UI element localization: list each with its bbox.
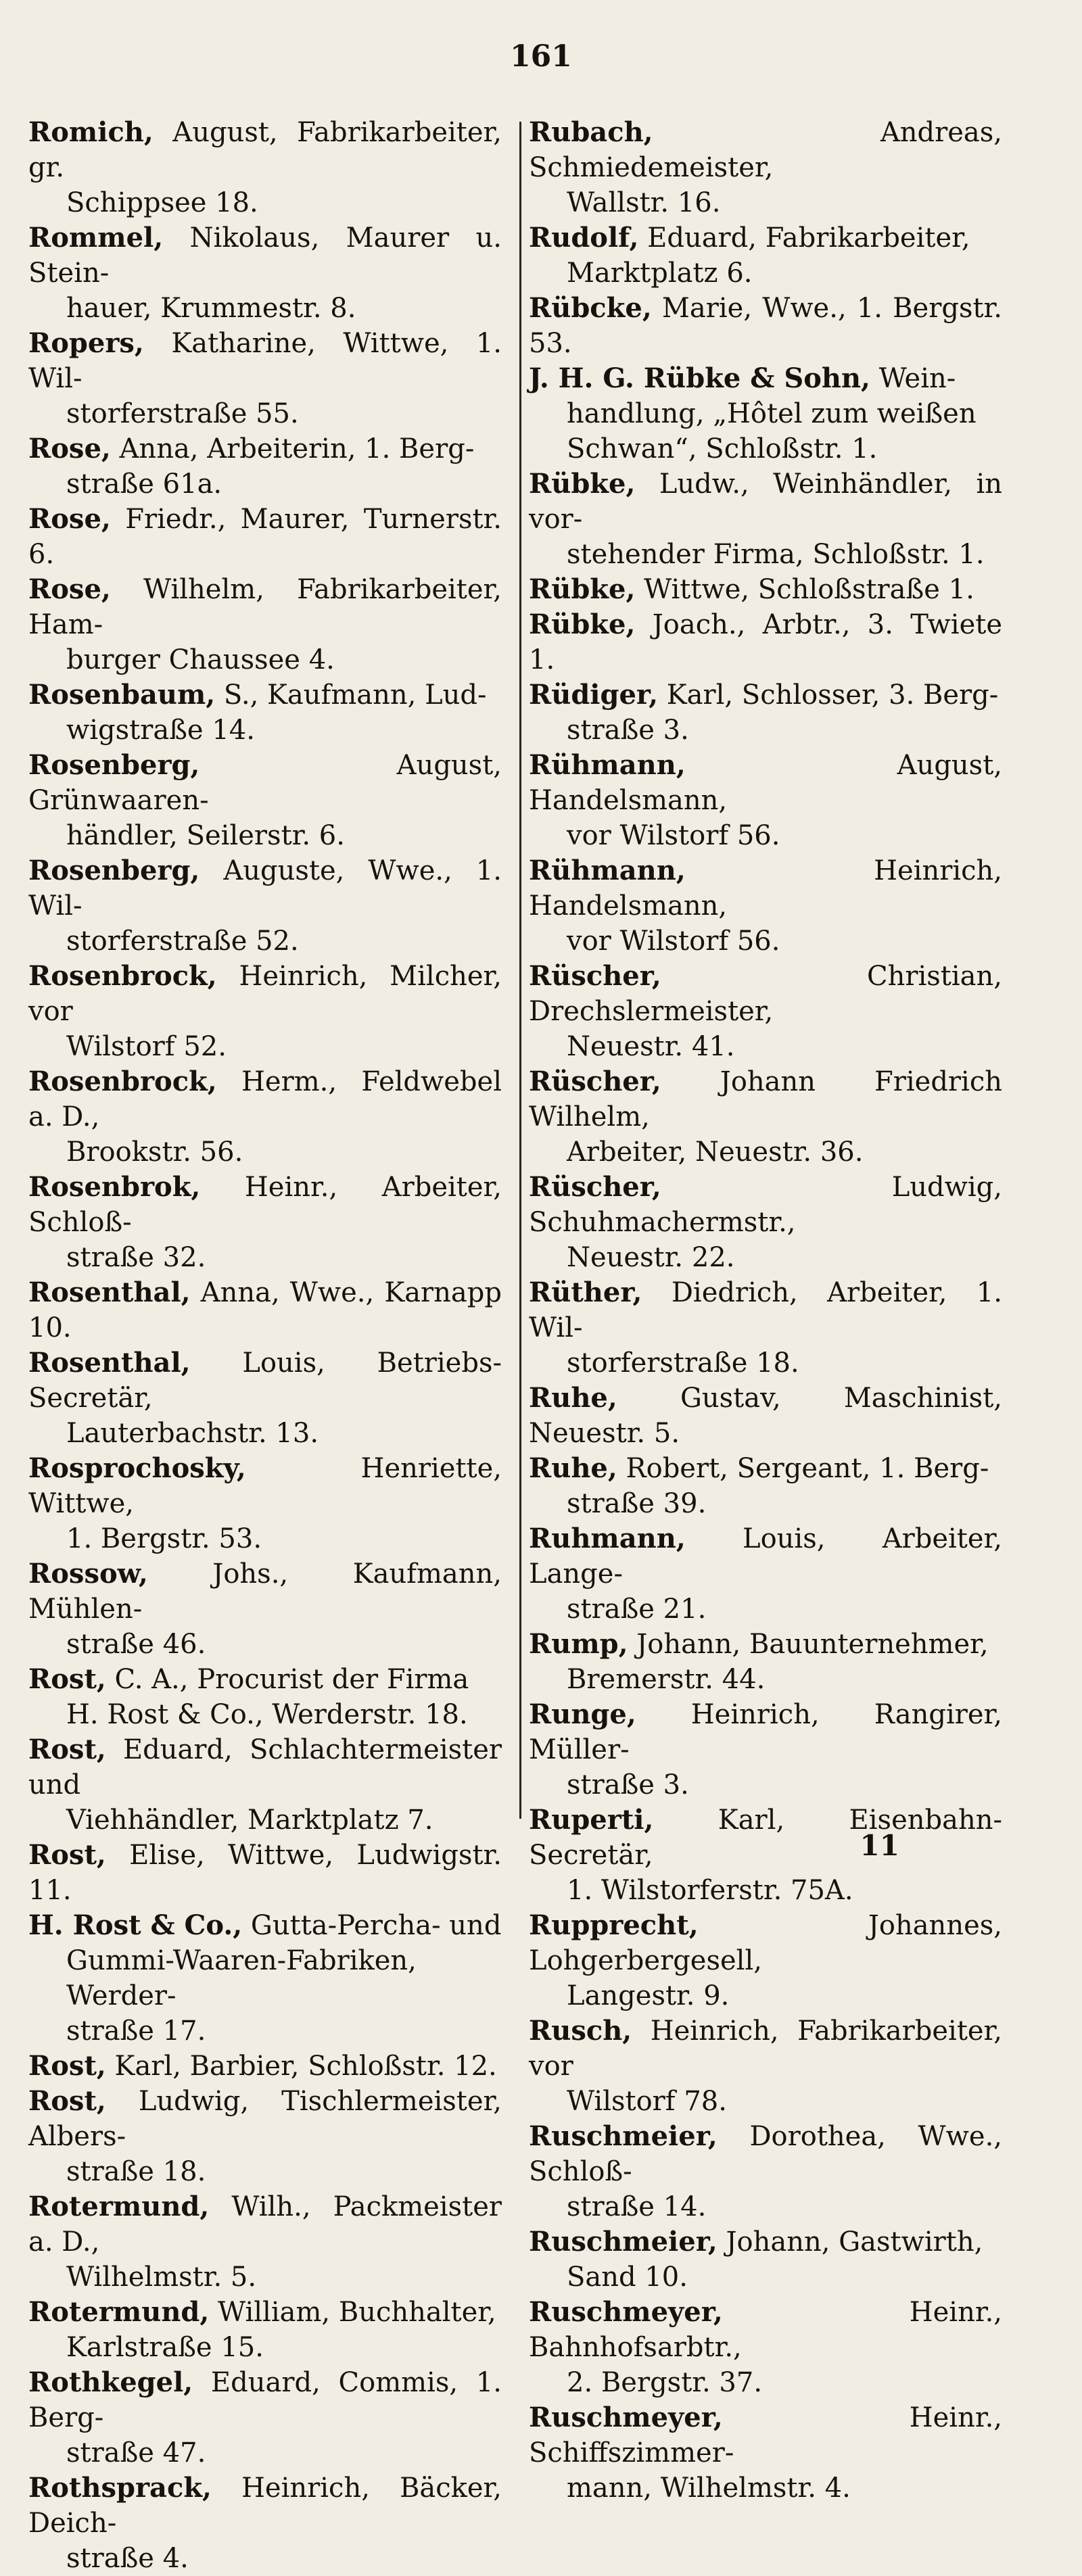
- entry-name: Rüscher,: [529, 960, 661, 992]
- entry-details: Karl, Eisenbahn-Secretär,: [529, 1805, 1002, 1871]
- entry-name: Rothkegel,: [28, 2366, 193, 2398]
- directory-entry: [529, 2400, 1002, 2506]
- entry-details: Ludw., Weinhändler, in vor-: [529, 469, 1002, 535]
- directory-entry: [28, 748, 502, 853]
- directory-entry: [529, 1381, 1002, 1451]
- entry-name: Rotermund,: [28, 2191, 210, 2222]
- entry-name: Rothsprack,: [28, 2472, 212, 2504]
- entry-continuation: straße 46.: [66, 1629, 206, 1660]
- entry-name: Rost,: [28, 1663, 106, 1695]
- directory-entry: [529, 467, 1002, 572]
- directory-entry: [529, 1275, 1002, 1381]
- entry-details: Johs., Kaufmann, Mühlen-: [28, 1558, 502, 1625]
- entry-name: Ruschmeier,: [529, 2120, 718, 2152]
- entry-details: Dorothea, Wwe., Schloß-: [529, 2121, 1002, 2187]
- entry-details: Johann, Bauunternehmer,: [628, 1629, 989, 1660]
- entry-name: Rusch,: [529, 2015, 632, 2047]
- entry-name: Rühmann,: [529, 855, 686, 886]
- entry-continuation: Wilhelmstr. 5.: [66, 2262, 257, 2293]
- directory-entry: [28, 677, 502, 748]
- entry-name: Runge,: [529, 1698, 636, 1730]
- directory-entry: [28, 1451, 502, 1556]
- entry-name: Rosenberg,: [28, 855, 200, 886]
- directory-entry: [529, 748, 1002, 853]
- directory-entry: [28, 2365, 502, 2471]
- entry-continuation: handlung, „Hôtel zum weißen: [567, 398, 977, 429]
- entry-details: Ludwig, Tischlermeister, Albers-: [28, 2086, 502, 2152]
- directory-entry: [28, 326, 502, 431]
- entry-name: Rübcke,: [529, 292, 652, 324]
- directory-entry: [28, 115, 502, 220]
- column-divider: [519, 122, 521, 1819]
- entry-continuation: Brookstr. 56.: [66, 1137, 243, 1168]
- entry-continuation: Wilstorf 52.: [66, 1031, 227, 1062]
- entry-continuation: straße 18.: [66, 2156, 206, 2187]
- directory-entry: [529, 677, 1002, 748]
- directory-entry: [28, 2295, 502, 2365]
- directory-entry: [529, 220, 1002, 291]
- entry-name: Rosenbrock,: [28, 1066, 217, 1097]
- entry-name: Rüther,: [529, 1277, 642, 1308]
- entry-details: Heinr., Arbeiter, Schloß-: [28, 1172, 502, 1238]
- entry-continuation: Neuestr. 22.: [567, 1242, 735, 1273]
- entry-continuation: Neuestr. 41.: [567, 1031, 735, 1062]
- entry-details: Joach., Arbtr., 3. Twiete 1.: [529, 609, 1002, 675]
- entry-name: Rost,: [28, 1734, 106, 1765]
- entry-continuation: Schippsee 18.: [66, 187, 258, 218]
- entry-details: Gutta-Percha- und: [242, 1910, 502, 1941]
- entry-name: Rübke,: [529, 573, 636, 605]
- entry-details: Eduard, Schlachtermeister und: [28, 1734, 502, 1800]
- entry-continuation: storferstraße 52.: [66, 926, 299, 957]
- entry-details: Johann, Gastwirth,: [717, 2226, 983, 2258]
- entry-continuation: storferstraße 55.: [66, 398, 299, 429]
- entry-name: Rüscher,: [529, 1066, 661, 1097]
- entry-details: Henriette, Wittwe,: [28, 1453, 502, 1519]
- directory-entry: [28, 959, 502, 1064]
- entry-name: Rotermund,: [28, 2296, 210, 2328]
- directory-entry: [529, 1803, 1002, 1908]
- entry-name: Rosenberg,: [28, 749, 200, 781]
- directory-entry: [529, 1627, 1002, 1697]
- entry-name: Rommel,: [28, 222, 164, 254]
- entry-details: Katharine, Wittwe, 1. Wil-: [28, 328, 502, 394]
- entry-details: Friedr., Maurer, Turnerstr. 6.: [28, 504, 502, 570]
- directory-entry: [28, 1170, 502, 1275]
- entry-name: Rosenbaum,: [28, 679, 216, 711]
- entry-name: Rosprochosky,: [28, 1452, 246, 1484]
- directory-entry: [28, 220, 502, 326]
- entry-name: Rosenthal,: [28, 1277, 191, 1308]
- entry-continuation: hauer, Krummestr. 8.: [66, 293, 356, 324]
- entry-details: Anna, Arbeiterin, 1. Berg-: [110, 433, 475, 464]
- entry-name: Rühmann,: [529, 749, 686, 781]
- entry-continuation: Karlstraße 15.: [66, 2332, 264, 2363]
- directory-entry: [529, 853, 1002, 959]
- entry-continuation: Langestr. 9.: [567, 1980, 730, 2011]
- entry-continuation: mann, Wilhelmstr. 4.: [567, 2473, 851, 2504]
- entry-name: Rosenthal,: [28, 1347, 191, 1379]
- entry-continuation: händler, Seilerstr. 6.: [66, 820, 345, 851]
- entry-continuation: Schwan“, Schloßstr. 1.: [567, 433, 878, 464]
- entry-details: August, Grünwaaren-: [28, 750, 502, 816]
- directory-entry: [28, 1275, 502, 1345]
- entry-name: Rudolf,: [529, 222, 639, 254]
- directory-entry: [529, 2224, 1002, 2295]
- directory-entry: [28, 1345, 502, 1451]
- directory-entry: [529, 361, 1002, 467]
- entry-name: Rost,: [28, 2085, 106, 2117]
- entry-details: Johann Friedrich Wilhelm,: [529, 1066, 1002, 1132]
- entry-continuation: storferstraße 18.: [567, 1347, 799, 1379]
- entry-name: Ropers,: [28, 327, 144, 359]
- entry-name: Rump,: [529, 1628, 628, 1660]
- entry-continuation: H. Rost & Co., Werderstr. 18.: [66, 1699, 468, 1730]
- directory-entry: [529, 2295, 1002, 2400]
- entry-details: Andreas, Schmiedemeister,: [529, 117, 1002, 183]
- entry-details: Elise, Wittwe, Ludwigstr. 11.: [28, 1840, 502, 1906]
- entry-details: Anna, Wwe., Karnapp 10.: [28, 1277, 502, 1343]
- entry-name: Ruhe,: [529, 1382, 617, 1414]
- entry-details: C. A., Procurist der Firma: [105, 1664, 469, 1695]
- entry-details: Louis, Betriebs-Secretär,: [28, 1347, 502, 1414]
- entry-continuation: Lauterbachstr. 13.: [66, 1418, 319, 1449]
- entry-continuation: vor Wilstorf 56.: [567, 926, 780, 957]
- entry-details: Nikolaus, Maurer u. Stein-: [28, 222, 502, 289]
- directory-entry: [28, 2049, 502, 2084]
- entry-details: Wittwe, Schloßstraße 1.: [635, 574, 974, 605]
- entry-details: Wilh., Packmeister a. D.,: [28, 2191, 502, 2258]
- left-column: [28, 115, 502, 2576]
- entry-details: Robert, Sergeant, 1. Berg-: [617, 1453, 989, 1484]
- entry-details: Auguste, Wwe., 1. Wil-: [28, 855, 502, 922]
- right-column: [529, 115, 1002, 2506]
- entry-details: Karl, Barbier, Schloßstr. 12.: [105, 2051, 497, 2082]
- entry-name: Ruschmeyer,: [529, 2296, 723, 2328]
- entry-continuation: straße 4.: [66, 2543, 189, 2574]
- entry-name: H. Rost & Co.,: [28, 1909, 243, 1941]
- directory-entry: [28, 502, 502, 572]
- entry-name: Romich,: [28, 116, 154, 148]
- entry-name: Ruhmann,: [529, 1523, 686, 1554]
- directory-entry: [529, 1521, 1002, 1627]
- entry-details: Marie, Wwe., 1. Bergstr. 53.: [529, 293, 1002, 359]
- directory-entry: [529, 1451, 1002, 1521]
- directory-entry: [529, 1697, 1002, 1803]
- entry-name: Ruhe,: [529, 1452, 617, 1484]
- entry-name: Rosenbrok,: [28, 1171, 201, 1203]
- entry-continuation: Gummi-Waaren-Fabriken, Werder-: [66, 1945, 417, 2011]
- entry-details: Heinr., Bahnhofsarbtr.,: [529, 2297, 1002, 2363]
- entry-details: Louis, Arbeiter, Lange-: [529, 1523, 1002, 1590]
- entry-name: Rubach,: [529, 116, 653, 148]
- entry-details: Karl, Schlosser, 3. Berg-: [658, 679, 999, 711]
- entry-details: August, Fabrikarbeiter, gr.: [28, 117, 502, 183]
- entry-details: Ludwig, Schuhmachermstr.,: [529, 1172, 1002, 1238]
- directory-entry: [529, 115, 1002, 220]
- entry-continuation: Arbeiter, Neuestr. 36.: [567, 1137, 864, 1168]
- directory-entry: [28, 1838, 502, 1908]
- directory-entry: [28, 1732, 502, 1838]
- entry-name: Rupprecht,: [529, 1909, 699, 1941]
- entry-name: Rost,: [28, 1839, 106, 1871]
- entry-continuation: Marktplatz 6.: [567, 258, 753, 289]
- directory-entry: [28, 1064, 502, 1170]
- entry-name: Ruperti,: [529, 1804, 654, 1836]
- entry-continuation: Viehhändler, Marktplatz 7.: [66, 1805, 433, 1836]
- entry-continuation: straße 14.: [567, 2191, 707, 2222]
- entry-name: Rosenbrock,: [28, 960, 217, 992]
- entry-details: Heinrich, Rangirer, Müller-: [529, 1699, 1002, 1765]
- entry-continuation: stehender Firma, Schloßstr. 1.: [567, 539, 985, 570]
- directory-entry: [28, 1908, 502, 2049]
- entry-details: Heinrich, Fabrikarbeiter, vor: [529, 2016, 1002, 2082]
- directory-entry: [529, 959, 1002, 1064]
- directory-entry: [28, 2471, 502, 2576]
- directory-entry: [28, 2084, 502, 2189]
- directory-entry: [529, 291, 1002, 361]
- entry-details: Johannes, Lohgerbergesell,: [529, 1910, 1002, 1976]
- entry-continuation: straße 39.: [567, 1488, 707, 1519]
- entry-continuation: straße 47.: [66, 2437, 206, 2468]
- directory-entry: [529, 572, 1002, 607]
- entry-continuation: straße 3.: [567, 1769, 689, 1800]
- entry-details: Eduard, Commis, 1. Berg-: [28, 2367, 502, 2433]
- entry-continuation: Sand 10.: [567, 2262, 688, 2293]
- entry-details: Heinrich, Bäcker, Deich-: [28, 2473, 502, 2539]
- entry-continuation: Wallstr. 16.: [567, 187, 721, 218]
- entry-details: Wilhelm, Fabrikarbeiter, Ham-: [28, 574, 502, 640]
- entry-name: J. H. G. Rübke & Sohn,: [529, 362, 870, 394]
- entry-details: Herm., Feldwebel a. D.,: [28, 1066, 502, 1132]
- directory-entry: [28, 1556, 502, 1662]
- entry-name: Rüdiger,: [529, 679, 658, 711]
- entry-name: Ruschmeyer,: [529, 2402, 723, 2433]
- entry-details: Heinrich, Milcher, vor: [28, 961, 502, 1027]
- entry-name: Rose,: [28, 433, 111, 464]
- entry-continuation: straße 32.: [66, 1242, 206, 1273]
- entry-details: Heinrich, Handelsmann,: [529, 855, 1002, 922]
- entry-details: William, Buchhalter,: [209, 2297, 496, 2328]
- entry-continuation: Wilstorf 78.: [567, 2086, 727, 2117]
- directory-entry: [28, 572, 502, 677]
- entry-continuation: 1. Bergstr. 53.: [66, 1523, 262, 1554]
- entry-name: Rose,: [28, 573, 111, 605]
- entry-details: Gustav, Maschinist, Neuestr. 5.: [529, 1383, 1002, 1449]
- entry-name: Rübke,: [529, 609, 636, 640]
- entry-name: Rüscher,: [529, 1171, 661, 1203]
- directory-entry: [529, 2013, 1002, 2119]
- directory-entry: [529, 1170, 1002, 1275]
- entry-name: Rossow,: [28, 1558, 148, 1590]
- entry-details: Eduard, Fabrikarbeiter,: [638, 222, 970, 254]
- entry-continuation: wigstraße 14.: [66, 715, 255, 746]
- directory-entry: [28, 1662, 502, 1732]
- entry-continuation: straße 21.: [567, 1594, 707, 1625]
- directory-entry: [529, 1064, 1002, 1170]
- entry-continuation: straße 17.: [66, 2016, 206, 2047]
- entry-name: Rose,: [28, 503, 111, 535]
- entry-continuation: 1. Wilstorferstr. 75A.: [567, 1875, 853, 1906]
- directory-entry: [529, 1908, 1002, 2013]
- entry-details: Heinr., Schiffszimmer-: [529, 2402, 1002, 2468]
- entry-details: Wein-: [870, 363, 956, 394]
- directory-entry: [28, 853, 502, 959]
- entry-continuation: Bremerstr. 44.: [567, 1664, 766, 1695]
- entry-name: Rost,: [28, 2050, 106, 2082]
- entry-details: Christian, Drechslermeister,: [529, 961, 1002, 1027]
- entry-details: August, Handelsmann,: [529, 750, 1002, 816]
- directory-entry: [529, 607, 1002, 677]
- entry-details: S., Kaufmann, Lud-: [215, 679, 487, 711]
- directory-entry: [28, 431, 502, 502]
- directory-entry: [529, 2119, 1002, 2224]
- page-number: 161: [510, 39, 572, 74]
- entry-continuation: straße 61a.: [66, 469, 222, 500]
- entry-details: Diedrich, Arbeiter, 1. Wil-: [529, 1277, 1002, 1343]
- entry-continuation: vor Wilstorf 56.: [567, 820, 780, 851]
- entry-continuation: 2. Bergstr. 37.: [567, 2367, 763, 2398]
- entry-name: Ruschmeier,: [529, 2226, 718, 2258]
- entry-name: Rübke,: [529, 468, 636, 500]
- entry-continuation: burger Chaussee 4.: [66, 644, 335, 675]
- signature-mark: 11: [860, 1829, 899, 1862]
- directory-entry: [28, 2189, 502, 2295]
- entry-continuation: straße 3.: [567, 715, 689, 746]
